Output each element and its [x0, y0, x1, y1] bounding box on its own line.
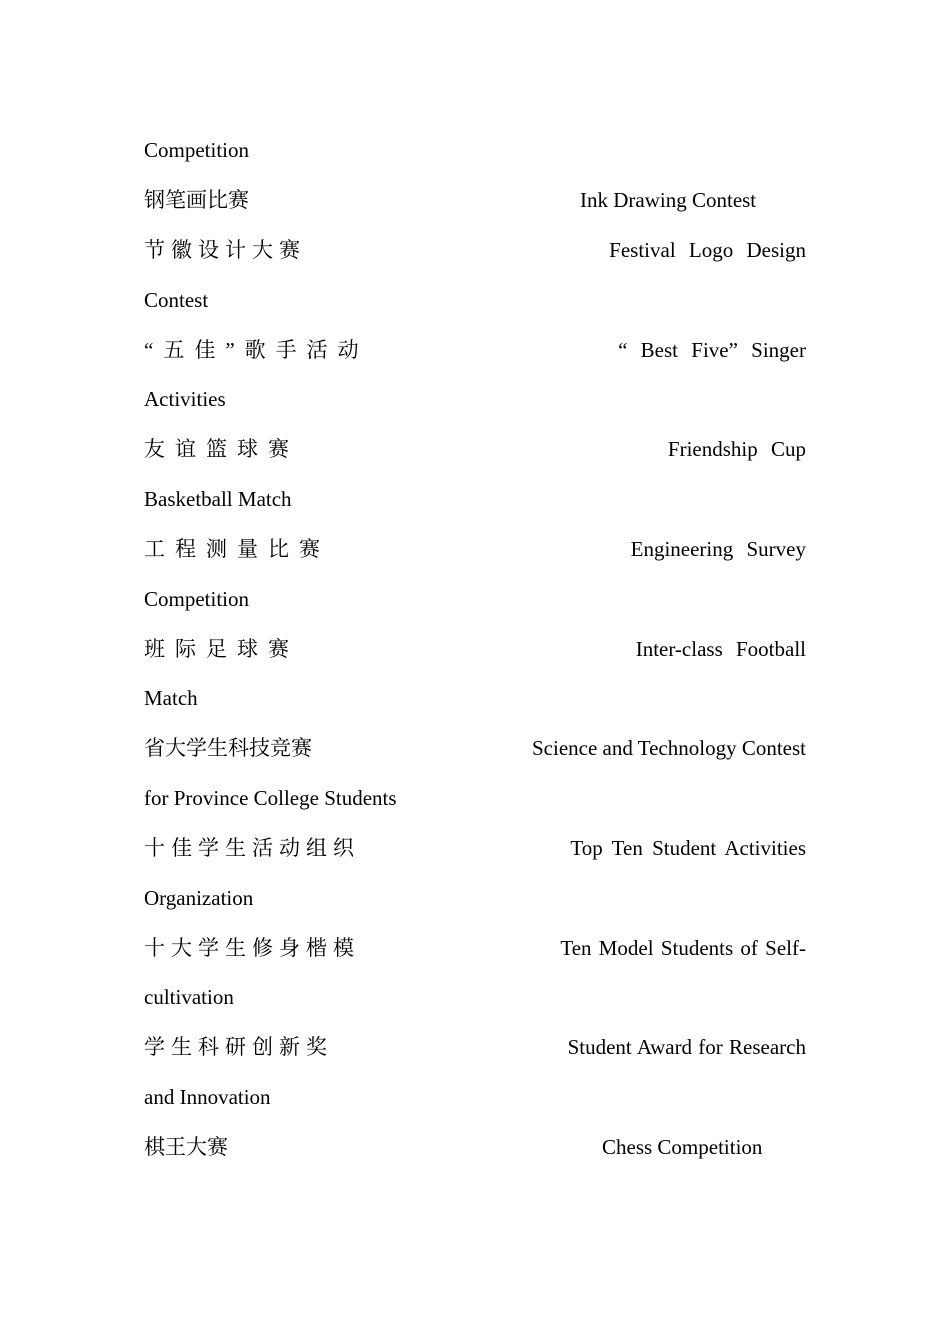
- en-cultivation: cultivation: [144, 985, 234, 1009]
- en-chess: Chess Competition: [602, 1135, 763, 1159]
- en-innovation: and Innovation: [144, 1085, 271, 1109]
- en-province: for Province College Students: [144, 786, 397, 810]
- en-basketball: Basketball Match: [144, 487, 292, 511]
- en-friendship: Friendship Cup: [667, 437, 806, 461]
- en-sci-tech: Science and Technology Contest: [532, 736, 806, 760]
- en-activities: Activities: [144, 387, 226, 411]
- text-line-competition-1: Competition: [144, 138, 249, 162]
- en-football: Inter-class Football: [635, 637, 806, 661]
- en-match: Match: [144, 686, 198, 710]
- zh-top-ten: 十佳学生活动组织: [144, 836, 360, 860]
- zh-friendship: 友谊篮球赛: [144, 437, 299, 461]
- zh-survey: 工程测量比赛: [144, 537, 330, 561]
- en-model-students: Ten Model Students of Self-: [560, 936, 806, 960]
- en-ink-drawing: Ink Drawing Contest: [580, 188, 757, 212]
- en-logo-design: Festival Logo Design: [609, 238, 806, 262]
- zh-football: 班际足球赛: [144, 637, 299, 661]
- zh-research-award: 学生科研创新奖: [144, 1035, 333, 1059]
- zh-best-five: “五佳”歌手活动: [144, 338, 369, 362]
- zh-chess: 棋王大赛: [144, 1135, 228, 1159]
- zh-model-students: 十大学生修身楷模: [144, 936, 360, 960]
- en-survey: Engineering Survey: [630, 537, 806, 561]
- zh-ink-drawing: 钢笔画比赛: [144, 188, 249, 212]
- en-research-award: Student Award for Research: [567, 1035, 806, 1059]
- zh-sci-tech: 省大学生科技竞赛: [144, 736, 312, 760]
- en-competition-2: Competition: [144, 587, 249, 611]
- en-top-ten: Top Ten Student Activities: [570, 836, 806, 860]
- zh-logo-design: 节徽设计大赛: [144, 238, 306, 262]
- en-best-five: “ Best Five” Singer: [618, 338, 806, 362]
- en-organization: Organization: [144, 886, 254, 910]
- en-contest: Contest: [144, 288, 209, 312]
